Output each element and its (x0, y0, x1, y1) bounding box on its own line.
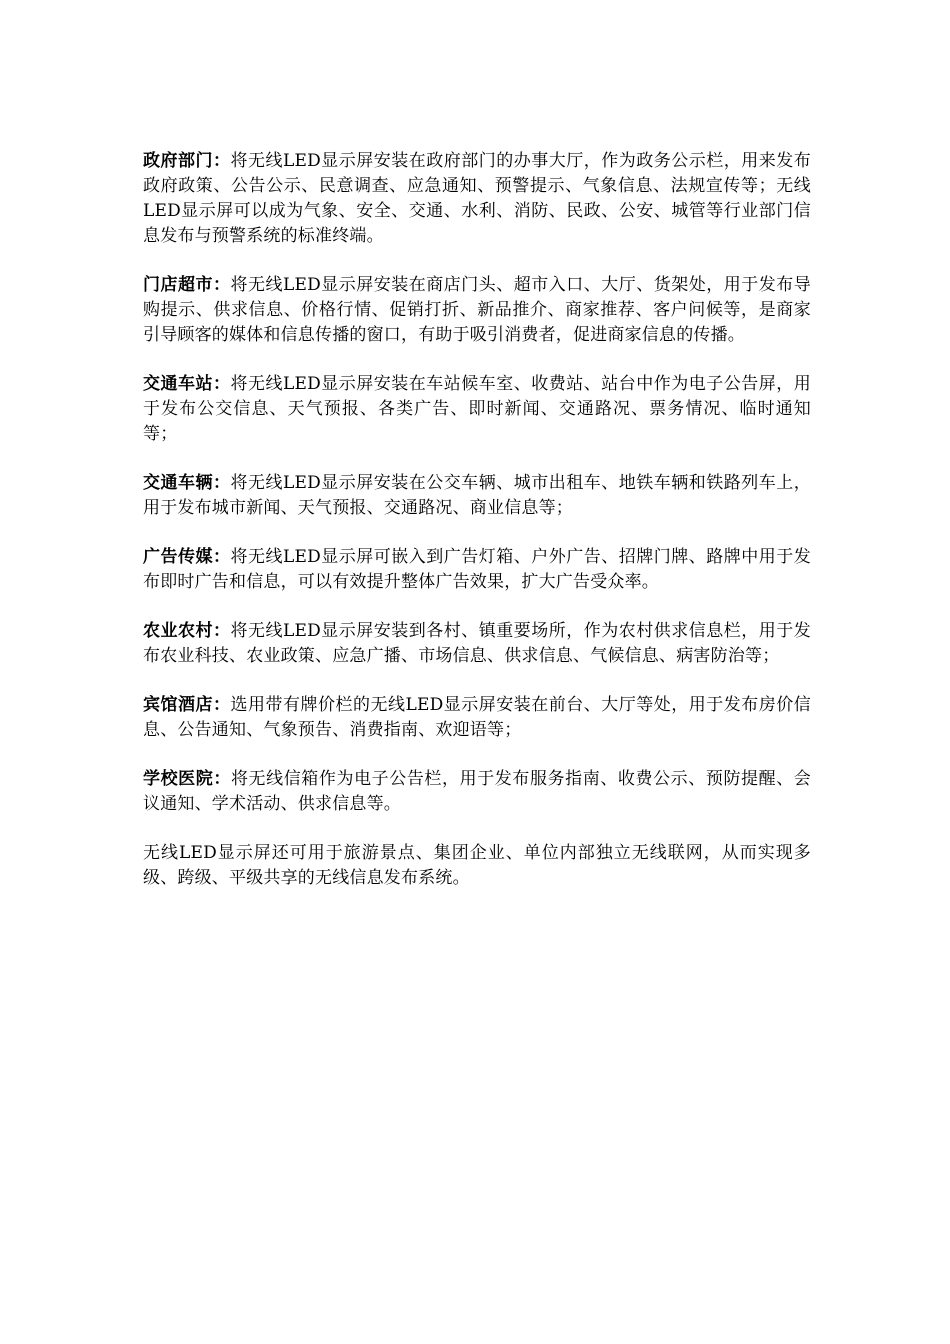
paragraph-schools-hospitals (143, 767, 811, 817)
paragraph-text: 将无线LED显示屏安装到各村、镇重要场所，作为农村供求信息栏，用于发布农业科技、农业政策、应急广播、市场信息、供求信息、气候信息、病害防治等； (143, 621, 811, 666)
paragraph-text: 将无线LED显示屏安装在商店门头、超市入口、大厅、货架处，用于发布导购提示、供求信息、价格行情、促销打折、新品推介、商家推荐、客户问候等，是商家引导顾客的媒体和信息传播的窗口，有助于吸引消费者，促进商家信息的传播。 (143, 275, 811, 345)
paragraph-closing: 无线LED显示屏还可用于旅游景点、集团企业、单位内部独立无线联网，从而实现多级、跨级、平级共享的无线信息发布系统。 (143, 843, 811, 888)
paragraph-text: 将无线LED显示屏可嵌入到广告灯箱、户外广告、招牌门牌、路牌中用于发布即时广告和信息，可以有效提升整体广告效果，扩大广告受众率。 (143, 547, 811, 592)
paragraph-label: 广告传媒： (143, 547, 231, 567)
paragraph-agriculture (143, 619, 811, 669)
paragraph-stores (143, 273, 811, 348)
paragraph-text: 将无线LED显示屏安装在车站候车室、收费站、站台中作为电子公告屏，用于发布公交信息、天气预报、各类广告、即时新闻、交通路况、票务情况、临时通知等； (143, 374, 811, 444)
paragraph-vehicles (143, 471, 811, 521)
paragraph-label: 交通车站： (143, 374, 231, 394)
paragraph-label: 学校医院： (143, 769, 231, 789)
paragraph-text: 将无线LED显示屏安装在政府部门的办事大厅，作为政务公示栏，用来发布政府政策、公告公示、民意调查、应急通知、预警提示、气象信息、法规宣传等；无线LED显示屏可以成为气象、安全、交通、水利、消防、民政、公安、城管等行业部门信息发布与预警系统的标准终端。 (143, 151, 811, 246)
paragraph-label: 门店超市： (143, 275, 231, 295)
document-body (143, 149, 811, 891)
paragraph-text: 选用带有牌价栏的无线LED显示屏安装在前台、大厅等处，用于发布房价信息、公告通知、气象预告、消费指南、欢迎语等； (143, 695, 811, 740)
paragraph-text: 将无线信箱作为电子公告栏，用于发布服务指南、收费公示、预防提醒、会议通知、学术活动、供求信息等。 (143, 769, 811, 814)
paragraph-hotels (143, 693, 811, 743)
paragraph-label: 政府部门： (143, 151, 231, 171)
paragraph-label: 宾馆酒店： (143, 695, 231, 715)
paragraph-text: 将无线LED显示屏安装在公交车辆、城市出租车、地铁车辆和铁路列车上，用于发布城市新闻、天气预报、交通路况、商业信息等； (143, 473, 811, 518)
paragraph-advertising (143, 545, 811, 595)
paragraph-government (143, 149, 811, 249)
paragraph-stations (143, 372, 811, 447)
paragraph-label: 交通车辆： (143, 473, 231, 493)
paragraph-label: 农业农村： (143, 621, 231, 641)
